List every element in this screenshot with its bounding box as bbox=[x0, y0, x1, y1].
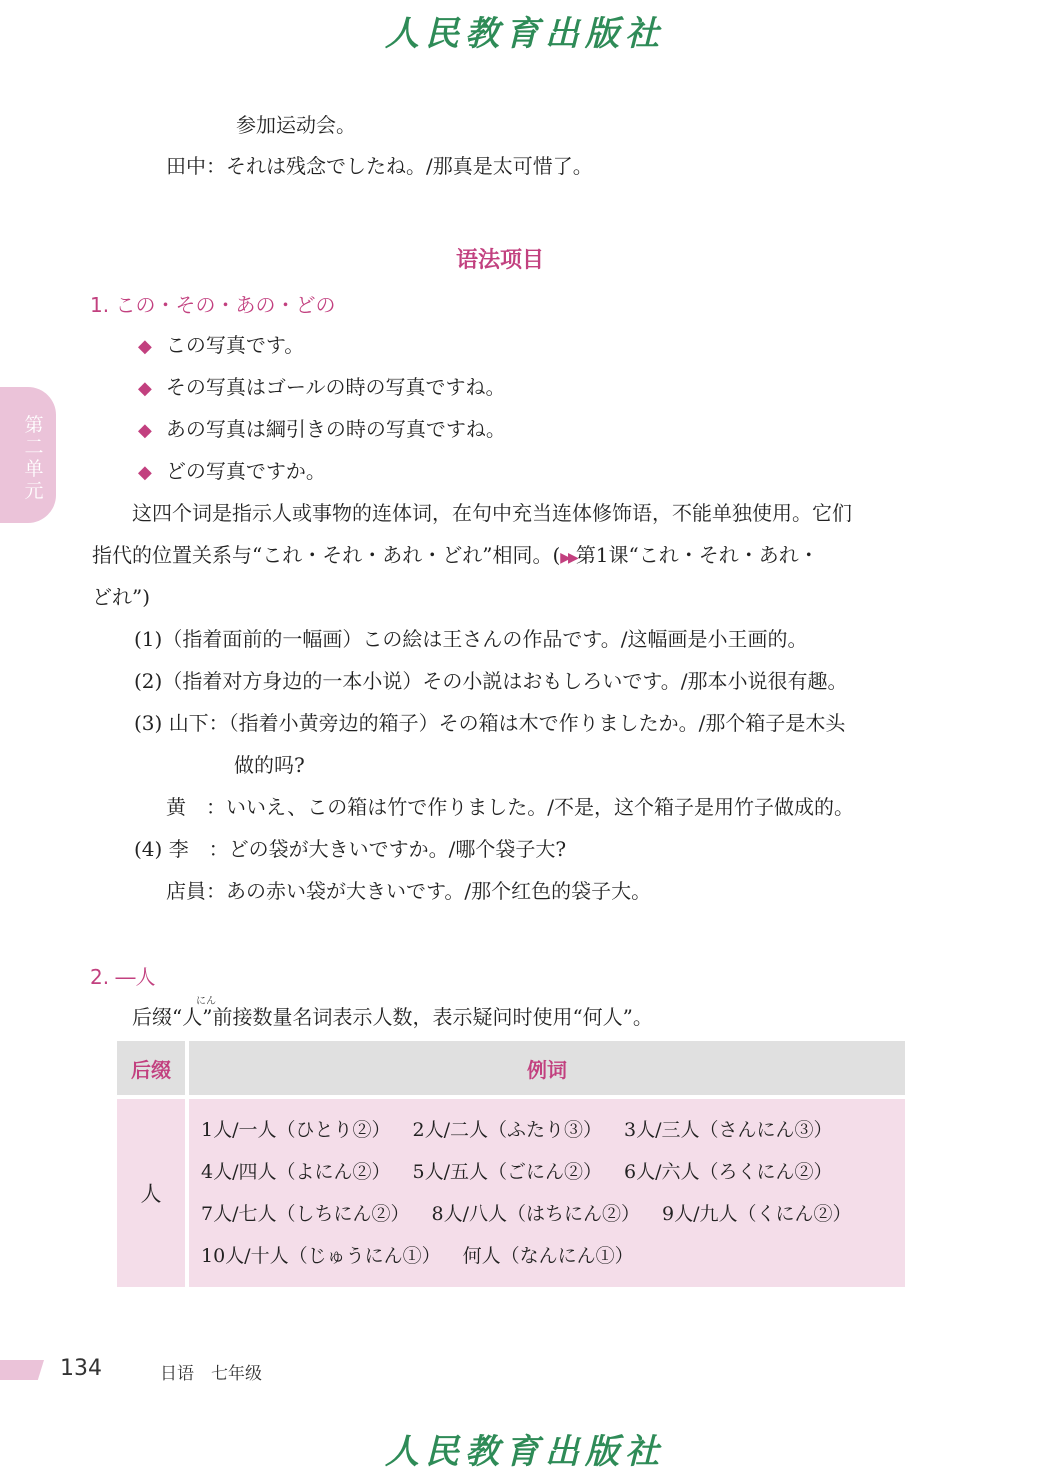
diamond-bullet-icon: ◆ bbox=[138, 462, 152, 483]
paragraph-line-3: どれ”) bbox=[92, 585, 151, 609]
example-words-line: 1人/一人（ひとり②） 2人/二人（ふたり③） 3人/三人（さんにん③） bbox=[201, 1119, 833, 1141]
example-words-line: 7人/七人（しちにん②） 8人/八人（はちにん②） 9人/九人（くにん②） bbox=[201, 1203, 852, 1225]
example-1: (1)（指着面前的一幅画）この絵は王さんの作品です。/这幅画是小王画的。 bbox=[134, 627, 808, 651]
page-number: 134 bbox=[60, 1356, 102, 1381]
book-title: 日语 七年级 bbox=[160, 1364, 262, 1384]
example-3-reply: 黄 ：いいえ、この箱は竹で作りました。/不是，这个箱子是用竹子做成的。 bbox=[166, 795, 854, 819]
table-row bbox=[117, 1097, 905, 1287]
bullet-item: ◆ その写真はゴールの時の写真ですね。 bbox=[138, 375, 506, 399]
item1-heading: 1. この・その・あの・どの bbox=[90, 293, 336, 317]
bullet-item: ◆ この写真です。 bbox=[138, 333, 305, 357]
table-header-row bbox=[117, 1041, 905, 1097]
unit-side-tab-label: 第 二 单 元 bbox=[24, 414, 44, 502]
diamond-bullet-icon: ◆ bbox=[138, 336, 152, 357]
paragraph-line-2: 指代的位置关系与“これ・それ・あれ・どれ”相同。(▶▶第1课“これ・それ・あれ・ bbox=[92, 543, 819, 567]
intro-line-2 bbox=[166, 152, 593, 180]
bullet-item: ◆ あの写真は綱引きの時の写真ですね。 bbox=[138, 417, 506, 441]
cross-reference-arrow-icon: ▶▶ bbox=[560, 550, 576, 566]
example-words-line: 10人/十人（じゅうにん①） 何人（なんにん①） bbox=[201, 1245, 634, 1267]
suffix-cell: 人 bbox=[117, 1097, 187, 1287]
examples-cell bbox=[187, 1097, 905, 1287]
example-3-line-1: (3) 山下：（指着小黄旁边的箱子）その箱は木で作りましたか。/那个箱子是木头 bbox=[134, 711, 846, 735]
suffix-table bbox=[117, 1041, 905, 1287]
footer-accent-bar bbox=[0, 1360, 44, 1380]
publisher-logo-bottom: 人民教育出版社 bbox=[385, 1432, 665, 1472]
example-3-line-2: 做的吗? bbox=[234, 753, 305, 777]
example-words-line: 4人/四人（よにん②） 5人/五人（ごにん②） 6人/六人（ろくにん②） bbox=[201, 1161, 833, 1183]
item2-description: 后缀“人”前接数量名词表示人数，表示疑问时使用“何人”。 bbox=[132, 1005, 653, 1029]
speaker-label: 田中： bbox=[166, 154, 226, 178]
example-4-line-2: 店員：あの赤い袋が大きいです。/那个红色的袋子大。 bbox=[166, 879, 652, 903]
item2-heading: 2. ―人 bbox=[90, 965, 156, 989]
furigana: にん bbox=[196, 996, 216, 1007]
publisher-logo: 人民教育出版社 bbox=[385, 14, 665, 54]
section-title: 语法项目 bbox=[455, 248, 544, 273]
diamond-bullet-icon: ◆ bbox=[138, 420, 152, 441]
table-header-suffix: 后缀 bbox=[117, 1041, 187, 1097]
diamond-bullet-icon: ◆ bbox=[138, 378, 152, 399]
example-2: (2)（指着对方身边的一本小说）その小説はおもしろいです。/那本小说很有趣。 bbox=[134, 669, 848, 693]
dialogue-text: それは残念でしたね。/那真是太可惜了。 bbox=[226, 154, 593, 178]
example-4-line-1: (4) 李 ：どの袋が大きいですか。/哪个袋子大? bbox=[134, 837, 567, 861]
paragraph-line-1: 这四个词是指示人或事物的连体词，在句中充当连体修饰语，不能单独使用。它们 bbox=[132, 501, 852, 525]
table-header-examples: 例词 bbox=[187, 1041, 905, 1097]
bullet-item: ◆ どの写真ですか。 bbox=[138, 459, 326, 483]
intro-line-1: 参加运动会。 bbox=[236, 113, 356, 137]
